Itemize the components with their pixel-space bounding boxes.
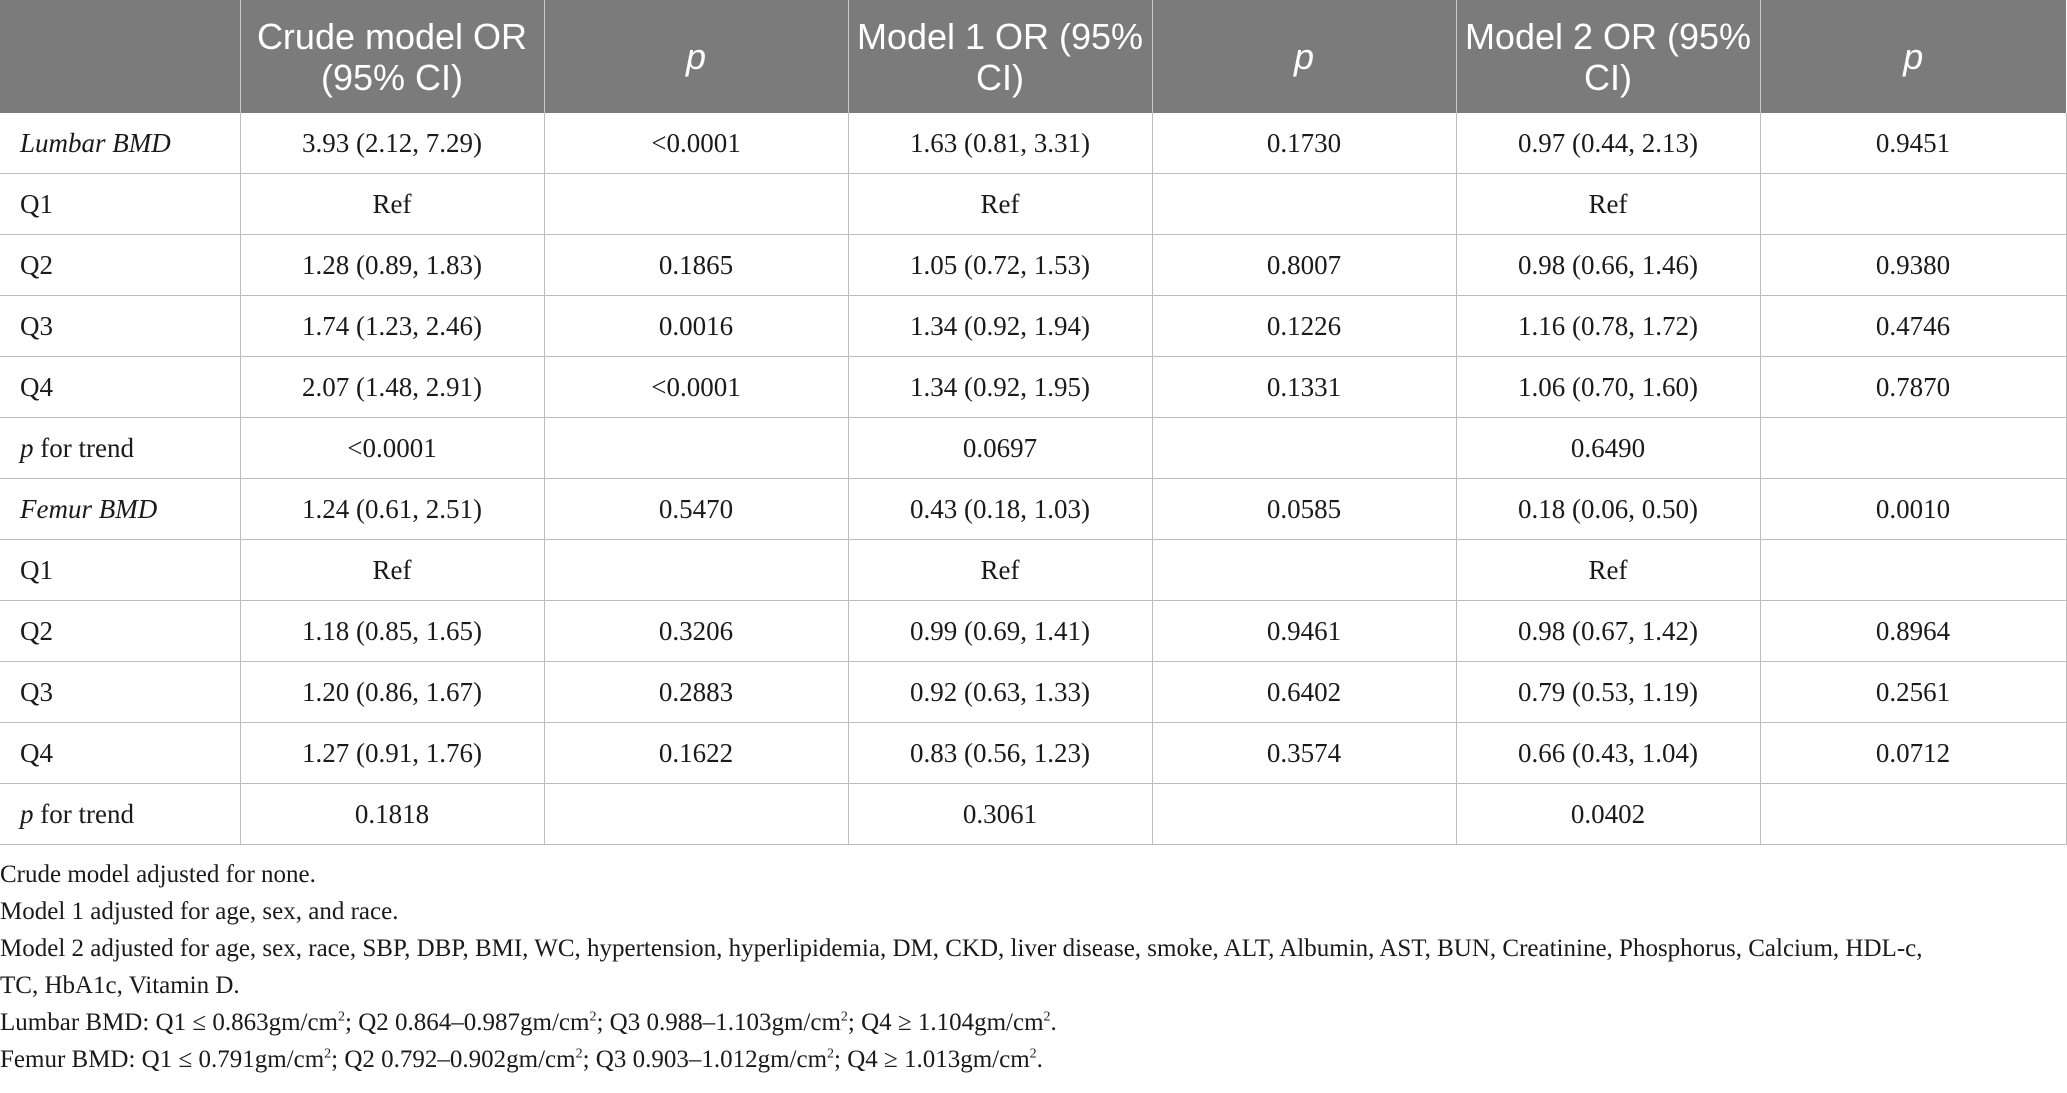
table-row <box>0 723 2066 784</box>
cell-crude-or: 1.24 (0.61, 2.51) <box>240 479 544 540</box>
period: . <box>1036 1046 1043 1073</box>
cell-model1-or: Ref <box>848 540 1152 601</box>
cell-p-model1: 0.1226 <box>1152 296 1456 357</box>
table-body <box>0 113 2066 845</box>
header-p-crude: p <box>544 0 848 113</box>
cell-model2-or: 1.06 (0.70, 1.60) <box>1456 357 1760 418</box>
table-row <box>0 784 2066 845</box>
p-symbol: p <box>20 432 34 463</box>
cell-model1-or: Ref <box>848 174 1152 235</box>
table-row <box>0 601 2066 662</box>
cell-model2-or: Ref <box>1456 174 1760 235</box>
lumbar-q1-text: Lumbar BMD: Q1 ≤ 0.863gm/cm <box>0 1009 339 1036</box>
lumbar-q3-text: ; Q3 0.988–1.103gm/cm <box>596 1009 841 1036</box>
cell-p-crude <box>544 784 848 845</box>
row-label: Q4 <box>0 723 240 784</box>
cell-crude-or: 1.27 (0.91, 1.76) <box>240 723 544 784</box>
cell-model2-or: 0.6490 <box>1456 418 1760 479</box>
cell-model1-or: 0.83 (0.56, 1.23) <box>848 723 1152 784</box>
cell-p-model1 <box>1152 540 1456 601</box>
cell-p-model2: 0.4746 <box>1760 296 2066 357</box>
table-row <box>0 479 2066 540</box>
header-row <box>0 0 2066 113</box>
cell-p-crude: 0.3206 <box>544 601 848 662</box>
table-row <box>0 357 2066 418</box>
footnote-crude: Crude model adjusted for none. <box>0 861 316 888</box>
cell-crude-or: 2.07 (1.48, 2.91) <box>240 357 544 418</box>
cell-p-model1: 0.1730 <box>1152 113 1456 174</box>
lumbar-q2-text: ; Q2 0.864–0.987gm/cm <box>345 1009 590 1036</box>
table-header <box>0 0 2066 113</box>
cell-p-crude: 0.1865 <box>544 235 848 296</box>
cell-p-crude: 0.1622 <box>544 723 848 784</box>
footnote-model1: Model 1 adjusted for age, sex, and race. <box>0 898 399 925</box>
cell-p-crude: 0.2883 <box>544 662 848 723</box>
cell-model1-or: 0.3061 <box>848 784 1152 845</box>
cell-p-model2 <box>1760 540 2066 601</box>
row-label: Femur BMD <box>0 479 240 540</box>
cell-model2-or: 0.79 (0.53, 1.19) <box>1456 662 1760 723</box>
cell-model1-or: 1.63 (0.81, 3.31) <box>848 113 1152 174</box>
cell-p-model2: 0.7870 <box>1760 357 2066 418</box>
cell-model2-or: 0.98 (0.66, 1.46) <box>1456 235 1760 296</box>
cell-crude-or: Ref <box>240 174 544 235</box>
header-p-model1: p <box>1152 0 1456 113</box>
cell-model1-or: 1.34 (0.92, 1.94) <box>848 296 1152 357</box>
table-row <box>0 418 2066 479</box>
cell-crude-or: 1.18 (0.85, 1.65) <box>240 601 544 662</box>
footnote-model2-line2: TC, HbA1c, Vitamin D. <box>0 972 240 999</box>
cell-model1-or: 0.99 (0.69, 1.41) <box>848 601 1152 662</box>
row-label: Q4 <box>0 357 240 418</box>
header-p-model2: p <box>1760 0 2066 113</box>
cell-p-model2: 0.9380 <box>1760 235 2066 296</box>
cell-p-crude <box>544 418 848 479</box>
superscript: 2 <box>827 1046 835 1062</box>
cell-p-crude: 0.0016 <box>544 296 848 357</box>
cell-p-model1 <box>1152 418 1456 479</box>
cell-p-crude: <0.0001 <box>544 357 848 418</box>
cell-model1-or: 0.43 (0.18, 1.03) <box>848 479 1152 540</box>
cell-p-model1 <box>1152 174 1456 235</box>
cell-model2-or: 0.18 (0.06, 0.50) <box>1456 479 1760 540</box>
cell-p-model1: 0.6402 <box>1152 662 1456 723</box>
femur-q2-text: ; Q2 0.792–0.902gm/cm <box>331 1046 576 1073</box>
row-label: Q2 <box>0 235 240 296</box>
row-label: Q3 <box>0 662 240 723</box>
header-crude-or: Crude model OR (95% CI) <box>240 0 544 113</box>
footnote-model2-line1: Model 2 adjusted for age, sex, race, SBP, DBP, BMI, WC, hypertension, hyperlipidemia, DM, CKD, liver disease, smoke, ALT, Albumin, AST, BUN, Creatinine, Phosphorus, Calcium, HDL-c, <box>0 935 1923 962</box>
table-row <box>0 662 2066 723</box>
femur-q1-text: Femur BMD: Q1 ≤ 0.791gm/cm <box>0 1046 325 1073</box>
cell-crude-or: Ref <box>240 540 544 601</box>
for-trend-text: for trend <box>33 432 134 463</box>
row-label: Lumbar BMD <box>0 113 240 174</box>
cell-p-crude: <0.0001 <box>544 113 848 174</box>
table-row <box>0 540 2066 601</box>
table-row <box>0 174 2066 235</box>
row-label: Q2 <box>0 601 240 662</box>
row-label: Q1 <box>0 540 240 601</box>
femur-q3-text: ; Q3 0.903–1.012gm/cm <box>582 1046 828 1073</box>
p-symbol: p <box>20 798 34 829</box>
table-row <box>0 296 2066 357</box>
cell-model2-or: 0.97 (0.44, 2.13) <box>1456 113 1760 174</box>
femur-q4-text: ; Q4 ≥ 1.013gm/cm <box>834 1046 1030 1073</box>
superscript: 2 <box>575 1046 583 1062</box>
cell-model2-or: 1.16 (0.78, 1.72) <box>1456 296 1760 357</box>
for-trend-text: for trend <box>33 798 134 829</box>
cell-p-model2: 0.2561 <box>1760 662 2066 723</box>
superscript: 2 <box>324 1046 332 1062</box>
cell-crude-or: 1.28 (0.89, 1.83) <box>240 235 544 296</box>
cell-p-model1: 0.9461 <box>1152 601 1456 662</box>
cell-model2-or: 0.98 (0.67, 1.42) <box>1456 601 1760 662</box>
cell-p-model1: 0.1331 <box>1152 357 1456 418</box>
row-label: Q1 <box>0 174 240 235</box>
cell-crude-or: 1.74 (1.23, 2.46) <box>240 296 544 357</box>
cell-p-crude <box>544 540 848 601</box>
cell-crude-or: <0.0001 <box>240 418 544 479</box>
cell-model1-or: 1.34 (0.92, 1.95) <box>848 357 1152 418</box>
cell-p-crude: 0.5470 <box>544 479 848 540</box>
superscript: 2 <box>338 1009 346 1025</box>
period: . <box>1050 1009 1057 1036</box>
cell-p-model2: 0.0712 <box>1760 723 2066 784</box>
cell-crude-or: 0.1818 <box>240 784 544 845</box>
header-model1-or: Model 1 OR (95% CI) <box>848 0 1152 113</box>
footnote-femur-quartiles <box>0 1041 2067 1078</box>
lumbar-q4-text: ; Q4 ≥ 1.104gm/cm <box>847 1009 1044 1036</box>
cell-p-crude <box>544 174 848 235</box>
cell-p-model2: 0.0010 <box>1760 479 2066 540</box>
cell-crude-or: 1.20 (0.86, 1.67) <box>240 662 544 723</box>
cell-p-model2 <box>1760 784 2066 845</box>
cell-model1-or: 0.92 (0.63, 1.33) <box>848 662 1152 723</box>
cell-p-model2 <box>1760 174 2066 235</box>
footnote-lumbar-quartiles <box>0 1004 2067 1041</box>
superscript: 2 <box>1043 1009 1051 1025</box>
row-label: Q3 <box>0 296 240 357</box>
table-row <box>0 113 2066 174</box>
table-row <box>0 235 2066 296</box>
header-blank <box>0 0 240 113</box>
cell-model2-or: 0.0402 <box>1456 784 1760 845</box>
row-label-p-for-trend <box>0 418 240 479</box>
cell-p-model2: 0.9451 <box>1760 113 2066 174</box>
row-label-p-for-trend <box>0 784 240 845</box>
header-model2-or: Model 2 OR (95% CI) <box>1456 0 1760 113</box>
cell-p-model1 <box>1152 784 1456 845</box>
cell-model1-or: 0.0697 <box>848 418 1152 479</box>
cell-p-model1: 0.0585 <box>1152 479 1456 540</box>
superscript: 2 <box>840 1009 848 1025</box>
cell-model1-or: 1.05 (0.72, 1.53) <box>848 235 1152 296</box>
cell-p-model2: 0.8964 <box>1760 601 2066 662</box>
cell-crude-or: 3.93 (2.12, 7.29) <box>240 113 544 174</box>
cell-p-model1: 0.3574 <box>1152 723 1456 784</box>
cell-p-model1: 0.8007 <box>1152 235 1456 296</box>
cell-model2-or: Ref <box>1456 540 1760 601</box>
cell-model2-or: 0.66 (0.43, 1.04) <box>1456 723 1760 784</box>
table-footnotes <box>0 856 2067 1078</box>
superscript: 2 <box>1029 1046 1037 1062</box>
cell-p-model2 <box>1760 418 2066 479</box>
superscript: 2 <box>589 1009 597 1025</box>
